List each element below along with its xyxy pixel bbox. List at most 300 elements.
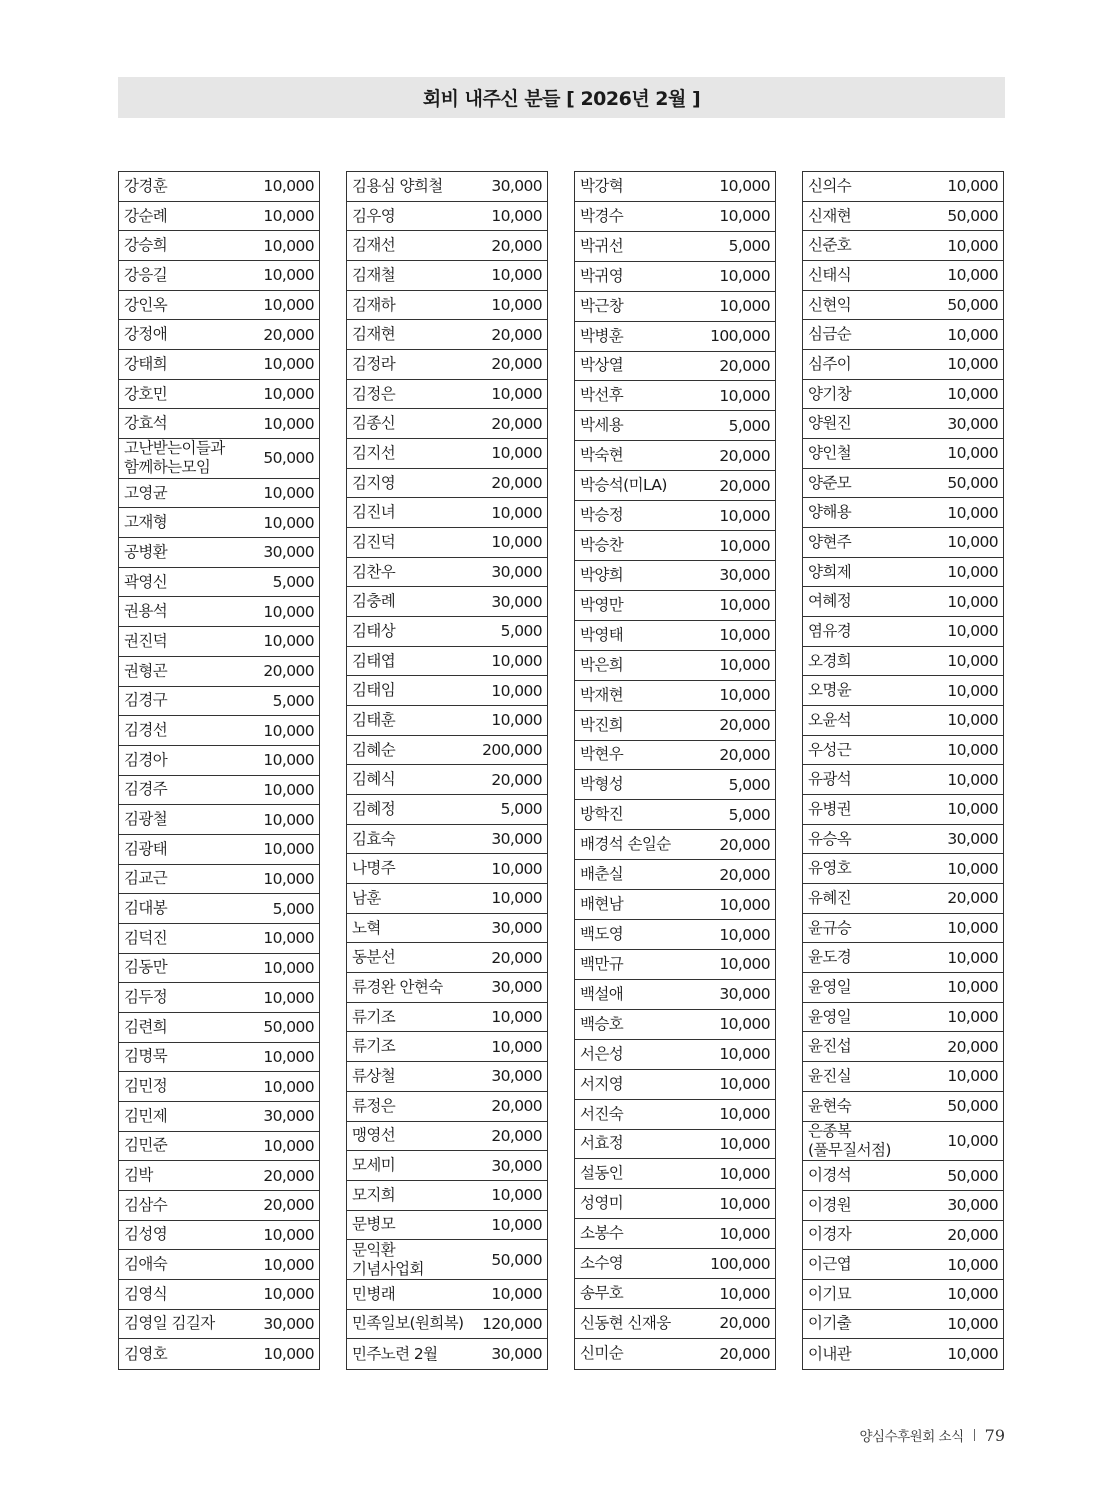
donation-amount: 10,000 <box>263 929 314 948</box>
donor-name: 김찬우 <box>352 562 396 581</box>
donor-name: 설동인 <box>580 1164 624 1183</box>
donor-name: 나명주 <box>352 859 396 878</box>
donor-row <box>119 1250 319 1280</box>
donor-name: 양해용 <box>808 503 852 522</box>
donor-row <box>803 261 1003 291</box>
donation-amount: 10,000 <box>719 1224 770 1243</box>
donation-amount: 10,000 <box>947 503 998 522</box>
donor-row <box>575 681 775 711</box>
donor-name: 김민제 <box>124 1106 168 1125</box>
donation-amount: 10,000 <box>947 800 998 819</box>
donor-name: 신동현 신재웅 <box>580 1313 671 1332</box>
donation-amount: 10,000 <box>491 503 542 522</box>
donor-row <box>575 711 775 741</box>
donation-amount: 20,000 <box>719 476 770 495</box>
donor-row <box>119 835 319 865</box>
donor-row <box>347 943 547 973</box>
donor-row <box>575 1040 775 1070</box>
donation-amount: 10,000 <box>263 751 314 770</box>
donation-amount: 20,000 <box>719 446 770 465</box>
donor-name: 김재선 <box>352 236 396 255</box>
donor-row <box>119 657 319 687</box>
donor-name: 양인철 <box>808 443 852 462</box>
donation-amount: 10,000 <box>491 1215 542 1234</box>
donor-row <box>803 676 1003 706</box>
donor-row <box>803 350 1003 380</box>
donation-amount: 10,000 <box>947 1008 998 1027</box>
donor-row <box>575 322 775 352</box>
donation-amount: 50,000 <box>491 1250 542 1269</box>
donor-row <box>119 1072 319 1102</box>
donor-name: 백만규 <box>580 954 624 973</box>
donation-amount: 10,000 <box>491 266 542 285</box>
donor-row <box>347 795 547 825</box>
donation-amount: 20,000 <box>719 1314 770 1333</box>
donation-amount: 10,000 <box>719 1015 770 1034</box>
donor-row <box>347 1339 547 1369</box>
donor-name: 남훈 <box>352 888 381 907</box>
donor-name: 우성근 <box>808 740 852 759</box>
donation-amount: 10,000 <box>263 840 314 859</box>
donor-row <box>119 1161 319 1191</box>
donation-amount: 10,000 <box>719 626 770 645</box>
donation-amount: 10,000 <box>719 1194 770 1213</box>
donor-row <box>803 884 1003 914</box>
donation-amount: 10,000 <box>719 297 770 316</box>
donation-amount: 10,000 <box>719 177 770 196</box>
donor-row <box>803 439 1003 469</box>
donor-row <box>803 587 1003 617</box>
donation-amount: 10,000 <box>263 296 314 315</box>
donor-name: 김영일 김길자 <box>124 1314 215 1333</box>
donation-amount: 10,000 <box>263 266 314 285</box>
donation-amount: 10,000 <box>719 506 770 525</box>
donation-amount: 10,000 <box>263 177 314 196</box>
donor-name: 윤영일 <box>808 1007 852 1026</box>
donation-amount: 20,000 <box>719 745 770 764</box>
donor-name: 김충례 <box>352 592 396 611</box>
donor-name: 박승정 <box>580 506 624 525</box>
donor-row <box>575 651 775 681</box>
donor-row <box>347 528 547 558</box>
donor-name: 민병래 <box>352 1284 396 1303</box>
donation-amount: 20,000 <box>719 356 770 375</box>
donation-amount: 10,000 <box>947 266 998 285</box>
donor-name: 김애숙 <box>124 1255 168 1274</box>
donation-amount: 30,000 <box>947 414 998 433</box>
donor-name: 김종신 <box>352 414 396 433</box>
donor-row <box>347 291 547 321</box>
donor-name: 서지영 <box>580 1074 624 1093</box>
donor-name: 배춘실 <box>580 865 624 884</box>
donor-row <box>119 1132 319 1162</box>
donation-amount: 10,000 <box>263 958 314 977</box>
footer-label: 양심수후원회 소식 <box>859 1429 964 1445</box>
donor-row <box>803 943 1003 973</box>
donation-amount: 5,000 <box>728 416 770 435</box>
donation-amount: 10,000 <box>491 681 542 700</box>
donor-row <box>119 1191 319 1221</box>
donation-amount: 10,000 <box>263 1225 314 1244</box>
donor-row <box>575 860 775 890</box>
donor-name: 김혜식 <box>352 770 396 789</box>
donor-row <box>803 409 1003 439</box>
donor-row <box>119 380 319 410</box>
donor-name: 모세미 <box>352 1156 396 1174</box>
donation-amount: 5,000 <box>728 775 770 794</box>
donation-amount: 10,000 <box>947 1255 998 1274</box>
donor-name: 박귀선 <box>580 236 624 255</box>
donor-name: 권형곤 <box>124 661 168 680</box>
donor-name: 김정은 <box>352 384 396 403</box>
donor-name: 오윤석 <box>808 710 852 729</box>
donor-row <box>803 172 1003 202</box>
donor-name: 염유경 <box>808 621 852 640</box>
donation-amount: 10,000 <box>947 325 998 344</box>
donor-name: 강태희 <box>124 354 168 373</box>
donor-row <box>803 914 1003 944</box>
donor-row <box>575 890 775 920</box>
donor-row <box>575 202 775 232</box>
donor-row <box>347 1092 547 1122</box>
donor-name: 유광석 <box>808 770 852 789</box>
donor-name: 박재현 <box>580 685 624 704</box>
donor-name: 유영호 <box>808 859 852 878</box>
donor-row <box>803 647 1003 677</box>
donor-name: 권용석 <box>124 602 168 621</box>
donor-row <box>347 1181 547 1211</box>
donor-name: 김련희 <box>124 1017 168 1036</box>
donor-row <box>803 1003 1003 1033</box>
donor-name: 강효석 <box>124 414 168 433</box>
donor-row <box>347 558 547 588</box>
donor-row <box>575 1279 775 1309</box>
donation-amount: 10,000 <box>719 1105 770 1124</box>
donation-amount: 10,000 <box>491 652 542 671</box>
donor-column-2 <box>346 171 548 1370</box>
donor-row <box>575 352 775 382</box>
donor-row <box>119 597 319 627</box>
donor-name: 유병권 <box>808 799 852 818</box>
donation-amount: 10,000 <box>719 1164 770 1183</box>
donation-amount: 20,000 <box>491 414 542 433</box>
donor-name: 김민정 <box>124 1077 168 1096</box>
donor-name: 신준호 <box>808 236 852 255</box>
donor-name: 박상열 <box>580 356 624 375</box>
donor-row <box>347 380 547 410</box>
donor-name: 곽영신 <box>124 572 168 591</box>
donor-row <box>575 950 775 980</box>
donation-amount: 10,000 <box>947 177 998 196</box>
donor-row <box>575 1219 775 1249</box>
donor-row <box>575 1339 775 1369</box>
donor-row <box>803 1310 1003 1340</box>
donor-name: 강승희 <box>124 236 168 255</box>
donation-amount: 30,000 <box>263 1107 314 1126</box>
donor-name: 소수영 <box>580 1254 624 1273</box>
donation-amount: 10,000 <box>491 385 542 404</box>
donor-row <box>119 865 319 895</box>
donor-row <box>803 1221 1003 1251</box>
donation-amount: 10,000 <box>947 1285 998 1304</box>
donor-row <box>119 320 319 350</box>
donor-name: 김지영 <box>352 473 396 492</box>
donor-name: 류정은 <box>352 1096 396 1115</box>
donation-amount: 10,000 <box>263 1077 314 1096</box>
donor-name: 민주노련 2월 <box>352 1344 438 1363</box>
donor-name: 고영균 <box>124 483 168 502</box>
donation-amount: 10,000 <box>947 1067 998 1086</box>
donation-amount: 120,000 <box>482 1314 542 1333</box>
donation-amount: 10,000 <box>719 1284 770 1303</box>
donor-row <box>119 568 319 598</box>
donation-amount: 200,000 <box>482 741 542 760</box>
donor-name: 은종복 (풀무질서점) <box>808 1121 891 1159</box>
donor-row <box>803 1122 1003 1162</box>
donor-name: 이내관 <box>808 1344 852 1363</box>
donation-amount: 10,000 <box>947 770 998 789</box>
donation-amount: 10,000 <box>719 536 770 555</box>
donation-amount: 10,000 <box>263 414 314 433</box>
donor-name: 윤현숙 <box>808 1096 852 1115</box>
donor-name: 박귀영 <box>580 266 624 285</box>
donation-amount: 30,000 <box>491 592 542 611</box>
donation-amount: 20,000 <box>491 355 542 374</box>
donor-row <box>347 1122 547 1152</box>
donation-amount: 10,000 <box>491 1037 542 1056</box>
donor-name: 박승찬 <box>580 536 624 555</box>
donor-name: 박병훈 <box>580 326 624 345</box>
donor-name: 김경구 <box>124 691 168 710</box>
donation-amount: 10,000 <box>947 1314 998 1333</box>
donation-amount: 30,000 <box>491 1067 542 1086</box>
donation-amount: 30,000 <box>263 1314 314 1333</box>
donor-name: 이경석 <box>808 1166 852 1185</box>
donation-amount: 10,000 <box>263 484 314 503</box>
donor-row <box>803 320 1003 350</box>
donor-row <box>803 528 1003 558</box>
donor-name: 배경석 손일순 <box>580 835 671 854</box>
donor-name: 신의수 <box>808 176 852 195</box>
donation-amount: 10,000 <box>947 444 998 463</box>
donation-amount: 100,000 <box>710 1254 770 1273</box>
donor-name: 김광태 <box>124 839 168 858</box>
donation-amount: 10,000 <box>491 1008 542 1027</box>
donor-name: 신태식 <box>808 265 852 284</box>
donation-amount: 20,000 <box>491 948 542 967</box>
donation-amount: 5,000 <box>272 573 314 592</box>
donor-row <box>119 1102 319 1132</box>
donor-row <box>803 231 1003 261</box>
donor-row <box>575 1070 775 1100</box>
donor-name: 민족일보(원희복) <box>352 1314 464 1333</box>
donation-amount: 10,000 <box>719 1045 770 1064</box>
donor-row <box>575 1130 775 1160</box>
donor-name: 박진희 <box>580 715 624 734</box>
donor-name: 윤영일 <box>808 977 852 996</box>
donor-row <box>803 380 1003 410</box>
donor-name: 오경희 <box>808 651 852 670</box>
donation-amount: 5,000 <box>272 899 314 918</box>
donation-amount: 30,000 <box>491 563 542 582</box>
donation-amount: 30,000 <box>947 830 998 849</box>
donor-row <box>803 1092 1003 1122</box>
donor-row <box>347 1032 547 1062</box>
donor-row <box>803 1062 1003 1092</box>
donor-name: 김명묵 <box>124 1047 168 1066</box>
donation-amount: 10,000 <box>491 859 542 878</box>
donation-amount: 20,000 <box>491 1097 542 1116</box>
donor-row <box>347 172 547 202</box>
donor-row <box>119 1310 319 1340</box>
donor-name: 강호민 <box>124 384 168 403</box>
donor-name: 김우영 <box>352 206 396 225</box>
donor-row <box>575 830 775 860</box>
donor-row <box>803 202 1003 232</box>
donor-row <box>575 1189 775 1219</box>
donation-amount: 10,000 <box>719 656 770 675</box>
donor-row <box>803 558 1003 588</box>
donation-amount: 10,000 <box>491 1285 542 1304</box>
donor-name: 김진녀 <box>352 503 396 522</box>
donation-amount: 10,000 <box>719 207 770 226</box>
donor-row <box>575 591 775 621</box>
donation-amount: 10,000 <box>947 711 998 730</box>
donor-name: 배현남 <box>580 895 624 914</box>
donor-name: 김혜순 <box>352 740 396 759</box>
donor-name: 류경완 안현숙 <box>352 977 443 996</box>
page-number: 79 <box>984 1425 1005 1445</box>
donor-name: 맹영선 <box>352 1126 396 1145</box>
donation-amount: 20,000 <box>947 1037 998 1056</box>
donation-amount: 10,000 <box>263 810 314 829</box>
donor-name: 김경주 <box>124 780 168 799</box>
donation-amount: 20,000 <box>491 770 542 789</box>
donor-name: 동분선 <box>352 948 396 967</box>
donation-amount: 10,000 <box>947 533 998 552</box>
donor-name: 양희제 <box>808 562 852 581</box>
donation-amount: 10,000 <box>947 1131 998 1150</box>
donor-row <box>119 538 319 568</box>
donor-name: 박숙현 <box>580 446 624 465</box>
donor-row <box>119 172 319 202</box>
donor-name: 김재현 <box>352 325 396 344</box>
donor-name: 김용심 양희철 <box>352 176 443 195</box>
donor-row <box>119 1013 319 1043</box>
donor-row <box>347 736 547 766</box>
donor-name: 고난받는이들과 함께하는모임 <box>124 439 225 477</box>
donation-amount: 10,000 <box>263 1285 314 1304</box>
donor-name: 박형성 <box>580 775 624 794</box>
donor-row <box>347 854 547 884</box>
donor-row <box>347 587 547 617</box>
donation-amount: 10,000 <box>263 1047 314 1066</box>
donor-row <box>119 350 319 380</box>
donor-row <box>347 706 547 736</box>
donor-row <box>347 1280 547 1310</box>
donation-amount: 50,000 <box>263 1018 314 1037</box>
donor-name: 백도영 <box>580 925 624 943</box>
donor-name: 김진덕 <box>352 532 396 551</box>
donation-amount: 5,000 <box>728 237 770 256</box>
donor-name: 양원진 <box>808 414 852 433</box>
donation-amount: 30,000 <box>491 978 542 997</box>
donor-row <box>119 687 319 717</box>
donor-row <box>347 676 547 706</box>
donor-name: 류기조 <box>352 1007 396 1026</box>
donor-name: 박근창 <box>580 296 624 315</box>
donor-name: 김혜정 <box>352 799 396 818</box>
donor-name: 김정라 <box>352 354 396 373</box>
donor-row <box>575 920 775 950</box>
donor-row <box>347 1151 547 1181</box>
donation-amount: 10,000 <box>491 296 542 315</box>
donor-name: 김태임 <box>352 681 396 700</box>
donation-amount: 50,000 <box>947 1166 998 1185</box>
donor-row <box>803 1339 1003 1369</box>
donation-amount: 10,000 <box>491 889 542 908</box>
donor-name: 김효숙 <box>352 829 396 848</box>
donor-row <box>803 795 1003 825</box>
donor-row <box>803 736 1003 766</box>
donor-name: 소봉수 <box>580 1224 624 1243</box>
donor-name: 김교근 <box>124 869 168 888</box>
donor-name: 권진덕 <box>124 631 168 650</box>
donor-name: 신재현 <box>808 206 852 225</box>
donor-name: 심금순 <box>808 325 852 344</box>
donor-name: 이기묘 <box>808 1284 852 1303</box>
donor-row <box>119 776 319 806</box>
donation-amount: 10,000 <box>947 236 998 255</box>
donation-amount: 30,000 <box>719 566 770 585</box>
donor-row <box>575 172 775 202</box>
donor-name: 김두정 <box>124 988 168 1007</box>
donor-row <box>575 441 775 471</box>
donor-name: 양현주 <box>808 532 852 551</box>
donation-amount: 50,000 <box>947 474 998 493</box>
donor-row <box>803 1191 1003 1221</box>
donor-row <box>347 350 547 380</box>
donor-name: 김태상 <box>352 621 396 640</box>
donor-column-4 <box>802 171 1004 1370</box>
donor-name: 서효정 <box>580 1134 624 1153</box>
donation-amount: 20,000 <box>947 1225 998 1244</box>
donor-row <box>119 1043 319 1073</box>
donation-amount: 20,000 <box>719 1344 770 1363</box>
donor-row <box>575 411 775 441</box>
donation-amount: 5,000 <box>728 805 770 824</box>
donation-amount: 10,000 <box>719 1134 770 1153</box>
donor-row <box>347 617 547 647</box>
donation-amount: 30,000 <box>491 919 542 938</box>
donor-name: 심주이 <box>808 354 852 373</box>
donation-amount: 30,000 <box>491 1345 542 1364</box>
donor-name: 김경아 <box>124 750 168 769</box>
donation-amount: 10,000 <box>947 563 998 582</box>
donor-row <box>575 741 775 771</box>
donor-name: 김광철 <box>124 810 168 829</box>
page-footer <box>860 1425 1005 1445</box>
donor-row <box>347 973 547 1003</box>
donation-amount: 20,000 <box>947 889 998 908</box>
donor-row <box>119 508 319 538</box>
donor-row <box>119 1280 319 1310</box>
donation-amount: 20,000 <box>491 474 542 493</box>
donation-amount: 10,000 <box>719 686 770 705</box>
donor-row <box>347 469 547 499</box>
donor-name: 여혜정 <box>808 592 852 611</box>
donor-name: 양기창 <box>808 384 852 403</box>
